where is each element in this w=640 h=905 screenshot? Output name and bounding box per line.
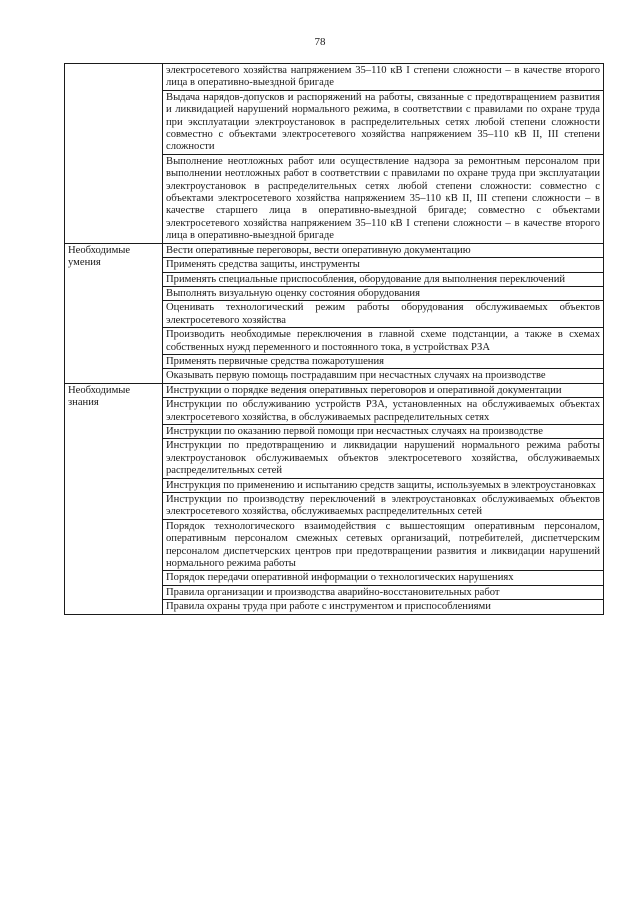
table-cell: Выполнять визуальную оценку состояния оборудования <box>163 286 604 300</box>
table-cell: Производить необходимые переключения в главной схеме подстанции, а также в схемах собственных нужд переменного и постоянного тока, в устройствах РЗА <box>163 328 604 355</box>
table-row <box>65 383 604 397</box>
table-cell: Выполнение неотложных работ или осуществление надзора за ремонтным персоналом при выполнении неотложных работ в соответствии с правилами по охране труда при эксплуатации электроустановок в распределительных сетях любой степени сложности: совместно с объектами электросетевого хозяйства напряжением 35–110 кВ II, III степени сложности – в качестве старшего лица в оперативно-выездной бригаде; совместно с объектами электросетевого хозяйства напряжением 35–110 кВ I степени сложности – в качестве второго лица в оперативно-выездной бригаде <box>163 154 604 243</box>
section-label <box>65 64 163 244</box>
table-cell: электросетевого хозяйства напряжением 35–110 кВ I степени сложности – в качестве второго лица в оперативно-выездной бригаде <box>163 64 604 91</box>
section-label: Необходимые умения <box>65 243 163 383</box>
table-cell: Оценивать технологический режим работы оборудования обслуживаемых объектов электросетевого хозяйства <box>163 301 604 328</box>
table-cell: Инструкция по применению и испытанию средств защиты, используемых в электроустановках <box>163 478 604 492</box>
table-cell: Инструкции по производству переключений в электроустановках обслуживаемых объектов электросетевого хозяйства, обслуживаемых распределительных сетей <box>163 493 604 520</box>
table-row <box>65 243 604 257</box>
page-number: 78 <box>314 36 326 48</box>
table-cell: Порядок передачи оперативной информации о технологических нарушениях <box>163 571 604 585</box>
section-label: Необходимые знания <box>65 383 163 614</box>
table-cell: Инструкции по оказанию первой помощи при несчастных случаях на производстве <box>163 424 604 438</box>
table-cell: Инструкции по обслуживанию устройств РЗА, установленных на обслуживаемых объектах электросетевого хозяйства, в обслуживаемых распределительных сетях <box>163 398 604 425</box>
table-cell: Применять первичные средства пожаротушения <box>163 354 604 368</box>
table-cell: Применять средства защиты, инструменты <box>163 258 604 272</box>
table-cell: Вести оперативные переговоры, вести оперативную документацию <box>163 243 604 257</box>
table-cell: Порядок технологического взаимодействия с вышестоящим оперативным персоналом, оперативным персоналом смежных сетевых организаций, потребителей, диспетчерским персоналом диспетчерских центров при предотвращении развития и ликвидации нарушений нормального режима работы <box>163 519 604 571</box>
table-row <box>65 64 604 91</box>
table-cell: Правила организации и производства аварийно-восстановительных работ <box>163 585 604 599</box>
competency-table <box>64 63 604 615</box>
table-cell: Инструкции по предотвращению и ликвидации нарушений нормального режима работы электроустановок обслуживаемых объектов электросетевого хозяйства, обслуживаемых распределительных сетей <box>163 439 604 478</box>
table-cell: Оказывать первую помощь пострадавшим при несчастных случаях на производстве <box>163 369 604 383</box>
table-cell: Применять специальные приспособления, оборудование для выполнения переключений <box>163 272 604 286</box>
table-cell: Инструкции о порядке ведения оперативных переговоров и оперативной документации <box>163 383 604 397</box>
table-cell: Выдача нарядов-допусков и распоряжений на работы, связанные с предотвращением развития и ликвидацией нарушений нормального режима, в соответствии с правилами по охране труда при эксплуатации электроустановок в распределительных сетях любой степени сложности совместно с объектами электросетевого хозяйства напряжением 35–110 кВ II, III степени сложности <box>163 90 604 154</box>
table-cell: Правила охраны труда при работе с инструментом и приспособлениями <box>163 600 604 614</box>
